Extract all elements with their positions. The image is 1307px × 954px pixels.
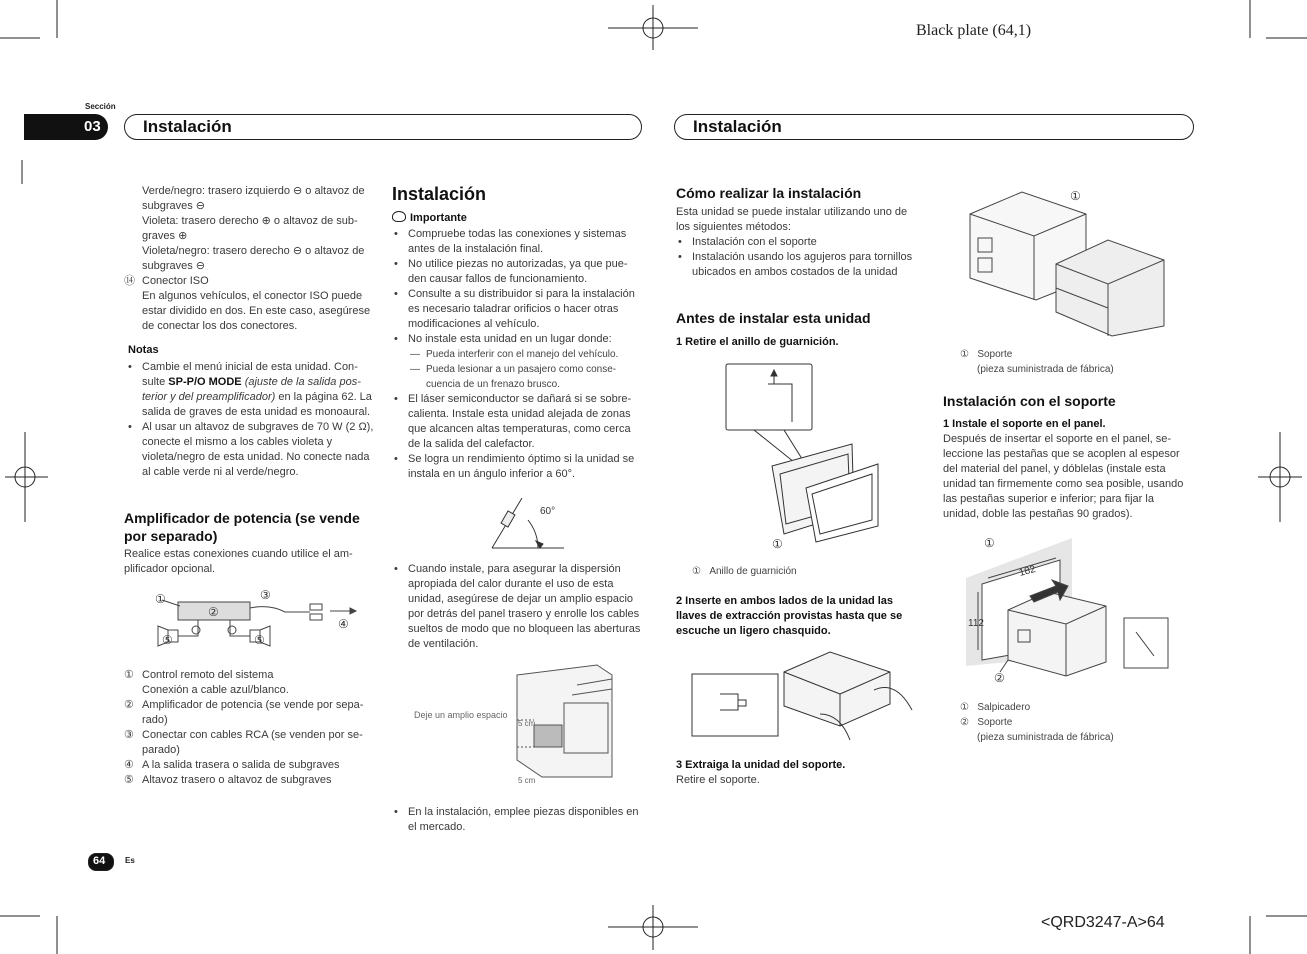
dashboard-legend	[960, 700, 1180, 745]
list-item: • Consulte a su distribuidor si para la instalación es necesario taladrar orificios o hacer otras modificaciones al vehículo.	[392, 287, 642, 332]
step-1-sleeve: 1 Instale el soporte en el panel.	[943, 418, 1106, 430]
legend-item: (pieza suministrada de fábrica)	[977, 732, 1114, 743]
nota-item: • Cambie el menú inicial de esta unidad. Consulte SP-P/O MODE (ajuste de la salida posterior y del preamplificador) en la página 62. La salida de graves de esta unidad es monoaural.	[126, 360, 376, 420]
list-item: • Instalación con el soporte	[676, 235, 920, 250]
callout-5a: ⑤	[162, 633, 173, 647]
legend-item: ③ Conectar con cables RCA (se venden por separado)	[124, 729, 363, 756]
list-item: • Compruebe todas las conexiones y sistemas antes de la instalación final.	[392, 227, 642, 257]
before-install-heading: Antes de instalar esta unidad	[676, 310, 871, 326]
list-item: — Pueda lesionar a un pasajero como consecuencia de un frenazo brusco.	[410, 362, 642, 392]
menu-setting-name: SP-P/O MODE	[168, 376, 242, 388]
amp-legend	[124, 668, 376, 788]
black-plate-label: Black plate (64,1)	[916, 22, 1032, 39]
sleeve-legend: ① Soporte (pieza suministrada de fábrica)	[960, 349, 1114, 375]
distance-bottom-label: 5 cm	[518, 776, 536, 785]
legend-item: ② Amplificador de potencia (se vende por separado)	[124, 699, 364, 726]
right-header-bar	[674, 114, 1194, 140]
trim-ring-diagram	[724, 362, 884, 556]
section-label: Sección	[85, 102, 116, 111]
location-sublist	[410, 347, 642, 392]
install-with-sleeve-heading: Instalación con el soporte	[943, 393, 1116, 409]
callout-1: ①	[1070, 189, 1081, 203]
step-2: 2 Inserte en ambos lados de la unidad las llaves de extracción provistas hasta que se escuche un ligero chasquido.	[676, 595, 903, 637]
installation-title: Instalación	[392, 184, 487, 204]
notas-heading: Notas	[128, 344, 159, 356]
list-item: • Se logra un rendimiento óptimo si la unidad se instala en un ángulo inferior a 60°.	[392, 452, 642, 482]
page-number-badge	[88, 853, 114, 871]
amp-heading: Amplificador de potencia (se vende por separado)	[124, 510, 360, 544]
list-item: • Cuando instale, para asegurar la dispersión apropiada del calor durante el uso de esta unidad, asegúrese de dejar un amplio espacio por detrás del panel trasero y enrolle los cables sueltos de modo que no bloqueen las aberturas de ventilación.	[392, 562, 642, 652]
page-number: 64	[93, 855, 106, 867]
left-header-title: Instalación	[143, 117, 232, 136]
ventilation-diagram	[412, 665, 622, 785]
wire-item: Violeta: trasero derecho ⊕ o altavoz de subgraves ⊕	[142, 215, 358, 242]
list-item: • No instale esta unidad en un lugar donde:	[392, 332, 642, 347]
parts-bullet	[392, 805, 642, 835]
right-header-title: Instalación	[693, 117, 782, 136]
importante-heading: Importante	[392, 211, 467, 224]
legend-item: ① Salpicadero	[960, 702, 1031, 713]
height-dimension: 112	[968, 618, 984, 629]
angle-label: 60°	[540, 506, 556, 517]
angle-diagram	[488, 494, 568, 552]
step-1: 1 Retire el anillo de guarnición.	[676, 336, 839, 348]
callout-1: ①	[984, 536, 995, 550]
legend-item: ④ A la salida trasera o salida de subgraves	[124, 759, 340, 771]
document-code: <QRD3247-A>64	[1041, 914, 1165, 931]
step-3: 3 Extraiga la unidad del soporte.	[676, 759, 846, 771]
importante-list	[392, 227, 642, 347]
space-label: Deje un amplio espacio	[414, 710, 508, 720]
nota-item: • Al usar un altavoz de subgraves de 70 W (2 Ω), conecte el mismo a los cables violeta y violeta/negro de esta unidad. No conecte nada al cable verde ni al verde/negro.	[126, 420, 376, 480]
methods-list	[676, 235, 920, 280]
sleeve-instructions: Después de insertar el soporte en el panel, seleccione las pestañas que se acoplen al espesor del material del panel, y dóblelas (instale esta unidad tan firmemente como sea posible, usando las pestañas superior e inferior; para fijar la unidad, doble las pestañas 90 grados).	[943, 433, 1184, 520]
wire-item: Violeta/negro: trasero derecho ⊖ o altavoz de subgraves ⊖	[142, 245, 365, 272]
notas-list	[126, 360, 376, 480]
importante-list-2	[392, 392, 642, 482]
left-header-bar	[124, 114, 642, 140]
width-dimension: 182	[1017, 563, 1037, 579]
legend-item: ② Soporte	[960, 717, 1013, 728]
list-item: • Instalación usando los agujeros para tornillos ubicados en ambos costados de la unidad	[676, 250, 920, 280]
heat-bullet	[392, 562, 642, 652]
iso-title: Conector ISO	[142, 275, 209, 287]
step-3-text: Retire el soporte.	[676, 774, 760, 786]
section-number: 03	[84, 118, 101, 135]
section-badge	[24, 114, 108, 140]
callout-4: ④	[338, 617, 349, 631]
amplifier-diagram	[150, 586, 360, 658]
iso-connector-item	[124, 274, 376, 334]
callout-2: ②	[208, 605, 219, 619]
how-to-install-heading: Cómo realizar la instalación	[676, 185, 862, 201]
distance-top-label: 5 cm	[518, 719, 536, 728]
wire-item: Verde/negro: trasero izquierdo ⊖ o altavoz de subgraves ⊖	[142, 185, 365, 212]
warning-icon	[392, 211, 406, 222]
iso-text: En algunos vehículos, el conector ISO puede estar dividido en dos. En este caso, asegúrese de conectar los dos conectores.	[142, 290, 371, 332]
sleeve-diagram	[966, 184, 1170, 340]
list-item: • En la instalación, emplee piezas disponibles en el mercado.	[392, 805, 642, 835]
wire-list-continued	[142, 184, 376, 274]
callout-5b: ⑤	[254, 633, 265, 647]
extraction-keys-diagram	[690, 650, 916, 746]
list-item: — Pueda interferir con el manejo del vehículo.	[410, 347, 642, 362]
list-item: • El láser semiconductor se dañará si se sobrecalienta. Instale esta unidad alejada de zonas que alcancen altas temperaturas, como cerca de la salida del calefactor.	[392, 392, 642, 452]
trim-ring-legend: ① Anillo de guarnición	[692, 566, 797, 577]
callout-3: ③	[260, 588, 271, 602]
legend-item: ⑤ Altavoz trasero o altavoz de subgraves	[124, 774, 332, 786]
list-item: • No utilice piezas no autorizadas, ya que pueden causar fallos de funcionamiento.	[392, 257, 642, 287]
legend-item: Conexión a cable azul/blanco.	[142, 684, 289, 696]
dashboard-install-diagram	[964, 536, 1174, 684]
legend-item: ① Control remoto del sistema	[124, 669, 274, 681]
callout-1: ①	[155, 592, 166, 606]
amp-text: Realice estas conexiones cuando utilice el amplificador opcional.	[124, 548, 353, 575]
callout-1: ①	[772, 537, 783, 551]
callout-2: ②	[994, 671, 1005, 685]
item-number: ⑭	[124, 275, 135, 287]
how-to-install-intro: Esta unidad se puede instalar utilizando uno de los siguientes métodos:	[676, 206, 908, 233]
language-code: Es	[125, 856, 135, 865]
